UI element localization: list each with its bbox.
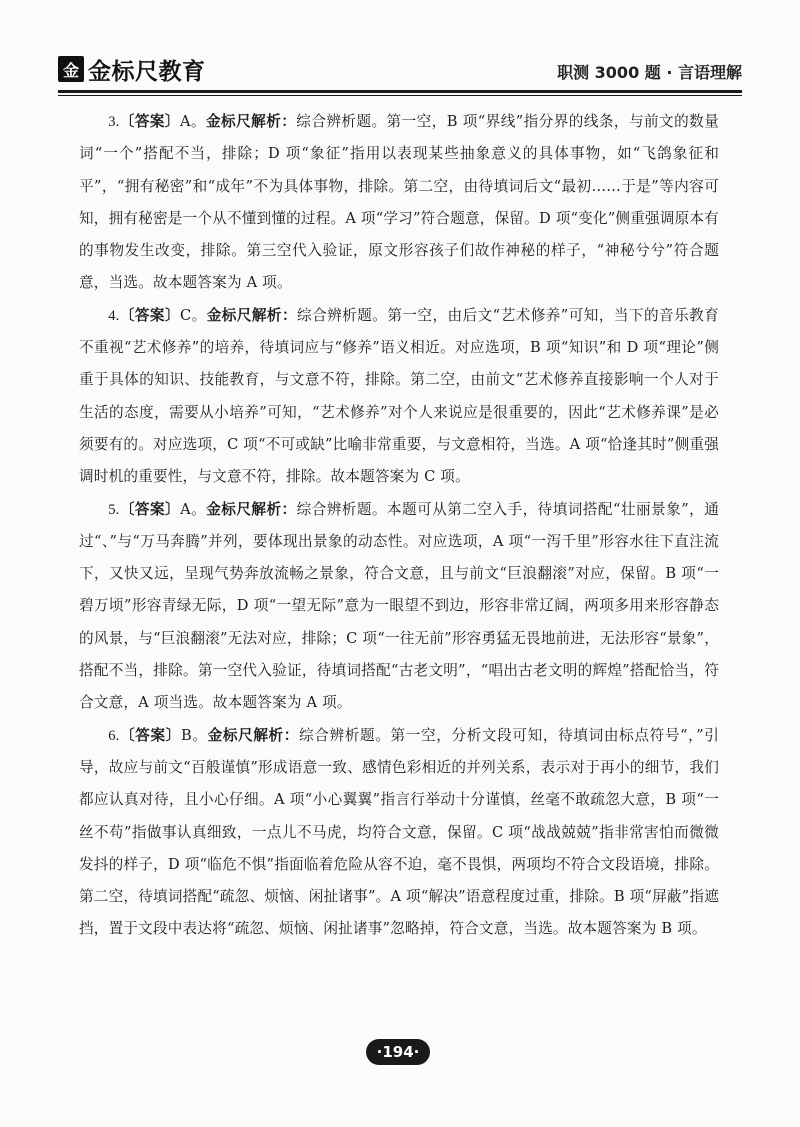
logo-icon: 金: [58, 56, 84, 82]
answer-choice: C。: [180, 306, 207, 324]
answer-item-4: [79, 300, 719, 494]
answer-item-3: [79, 106, 719, 300]
page-number: ·194·: [366, 1039, 430, 1065]
publisher-logo: [58, 54, 206, 84]
question-number: 5.: [108, 501, 120, 518]
question-number: 4.: [108, 307, 120, 324]
answer-item-6: [79, 720, 719, 946]
answer-choice: A。: [179, 113, 207, 130]
analysis-text: 综合辨析题。本题可从第二空入手，待填词搭配“壮丽景象”，通过“、”与“万马奔腾”并列，要体现出景象的动态性。对应选项，A 项“一泻千里”形容水往下直注流下，又快又远，呈现气势奔放流畅之景象，符合文意，且与前文“巨浪翻滚”对应，保留。B 项“一碧万顷”形容青绿无际，D 项“一望无际”意为一眼望不到边，形容非常辽阔，两项多用来形容静态的风景，与“巨浪翻滚”无法对应，排除；C 项“一往无前”形容勇猛无畏地前进，无法形容“景象”，搭配不当，排除。第一空代入验证，待填词搭配“古老文明”，“唱出古老文明的辉煌”搭配恰当，符合文意，A 项当选。故本题答案为 A 项。: [79, 500, 719, 712]
answer-label: 〔答案〕: [119, 306, 181, 324]
analysis-text: 综合辨析题。第一空，由后文“艺术修养”可知，当下的音乐教育不重视“艺术修养”的培养，待填词应与“修养”语义相近。对应选项，B 项“知识”和 D 项“理论”侧重于具体的知识、技能教育，与文意不符，排除。第二空，由前文“艺术修养直接影响一个人对于生活的态度，需要从小培养”可知，“艺术修养”对个人来说应是很重要的，因此“艺术修养课”是必须要有的。对应选项，C 项“不可或缺”比喻非常重要，与文意相符，当选。A 项“恰逢其时”侧重强调时机的重要性，与文意不符，排除。故本题答案为 C 项。: [79, 306, 719, 486]
answer-label: 〔答案〕: [119, 113, 180, 130]
header-rule: [58, 90, 742, 93]
page-header: [58, 52, 742, 88]
answer-label: 〔答案〕: [119, 500, 181, 518]
logo-text: 金标尺教育: [88, 58, 206, 85]
answer-label: 〔答案〕: [119, 726, 181, 744]
answer-item-5: [79, 494, 719, 720]
analysis-label: 金标尺解析：: [206, 500, 297, 518]
question-number: 6.: [108, 727, 120, 744]
book-title: 职测 3000 题 · 言语理解: [557, 63, 742, 82]
analysis-text: 综合辨析题。第一空，B 项“界线”指分界的线条，与前文的数量词“一个”搭配不当，排除；D 项“象征”指用以表现某些抽象意义的具体事物，如“飞鸽象征和平”，“拥有秘密”和“成年”不为具体事物，排除。第二空，由待填词后文“最初……于是”等内容可知，拥有秘密是一个从不懂到懂的过程。A 项“学习”符合题意，保留。D 项“变化”侧重强调原本有的事物发生改变，排除。第三空代入验证，原文形容孩子们故作神秘的样子，“神秘兮兮”符合题意，当选。故本题答案为 A 项。: [79, 113, 719, 292]
analysis-text: 综合辨析题。第一空，分析文段可知，待填词由标点符号“，”引导，故应与前文“百般谨慎”形成语意一致、感情色彩相近的并列关系，表示对于再小的细节，我们都应认真对待，且小心仔细。A 项“小心翼翼”指言行举动十分谨慎，丝毫不敢疏忽大意，B 项“一丝不苟”指做事认真细致，一点儿不马虎，均符合文意，保留。C 项“战战兢兢”指非常害怕而微微发抖的样子，D 项“临危不惧”指面临着危险从容不迫，毫不畏惧，两项均不符合文段语境，排除。第二空，待填词搭配“疏忽、烦恼、闲扯诸事”。A 项“解决”语意程度过重，排除。B 项“屏蔽”指遮挡，置于文段中表达将“疏忽、烦恼、闲扯诸事”忽略掉，符合文意，当选。故本题答案为 B 项。: [79, 726, 720, 938]
analysis-label: 金标尺解析：: [206, 113, 297, 130]
question-number: 3.: [108, 114, 120, 130]
analysis-label: 金标尺解析：: [207, 726, 300, 744]
header-rule-thin: [58, 95, 742, 96]
answer-choice: A。: [180, 500, 207, 518]
answer-choice: B。: [180, 726, 208, 744]
answer-list: [79, 106, 719, 946]
analysis-label: 金标尺解析：: [206, 306, 298, 324]
